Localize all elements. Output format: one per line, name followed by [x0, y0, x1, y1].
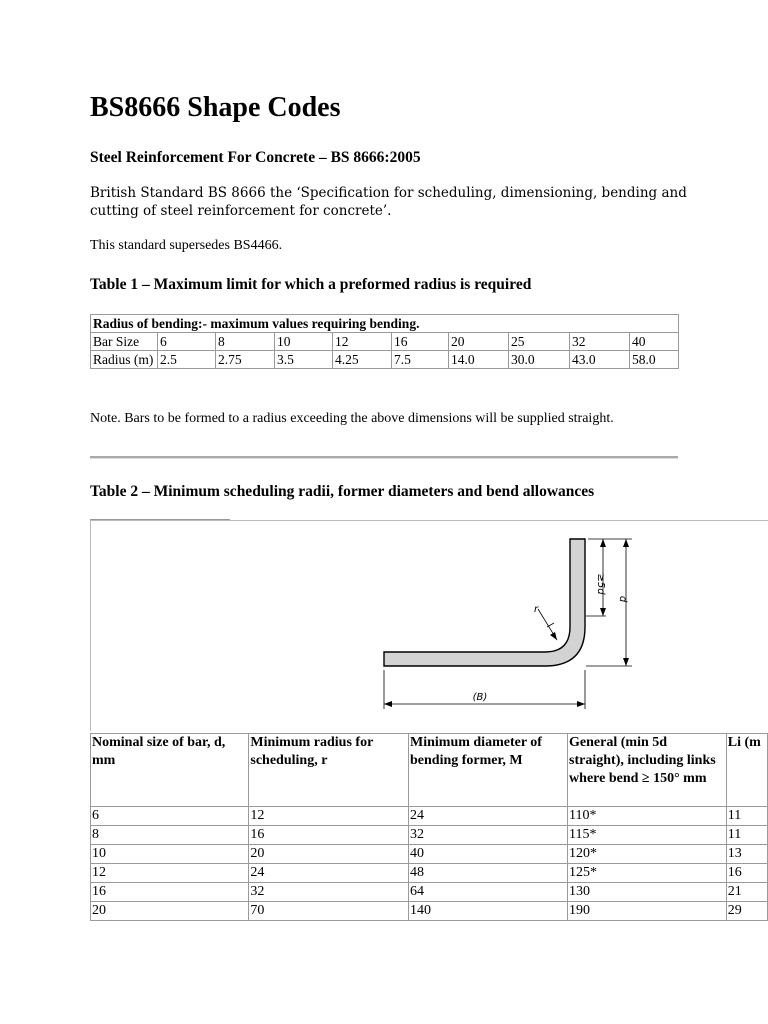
supersedes-text: This standard supersedes BS4466.: [90, 238, 283, 253]
table-cell: 2.75: [216, 351, 275, 369]
table-cell: 25: [509, 333, 570, 351]
table-cell: 20: [449, 333, 509, 351]
table-cell: 125*: [568, 864, 727, 883]
table-cell: 8: [91, 826, 249, 845]
table-cell: 16: [249, 826, 409, 845]
table-cell: 29: [726, 902, 767, 921]
arrowhead: [623, 539, 629, 547]
table1: [90, 314, 679, 369]
table-cell: 11: [726, 807, 767, 826]
table-cell: 16: [726, 864, 767, 883]
divider: [90, 456, 678, 459]
label-r: r: [534, 604, 539, 615]
table-cell: 130: [568, 883, 727, 902]
table-cell: 14.0: [449, 351, 509, 369]
table-cell: 8: [216, 333, 275, 351]
table-cell: 30.0: [509, 351, 570, 369]
table-cell: 64: [409, 883, 568, 902]
column-header: Minimum radius for scheduling, r: [249, 734, 409, 807]
table-cell: 6: [91, 807, 249, 826]
table-row: [91, 864, 768, 883]
table-cell: 12: [249, 807, 409, 826]
table-row: [91, 807, 768, 826]
table1-header-row: [91, 315, 679, 333]
table-cell: 70: [249, 902, 409, 921]
table-cell: 58.0: [630, 351, 679, 369]
table-cell: 24: [409, 807, 568, 826]
table-cell: 40: [630, 333, 679, 351]
table1-header: Radius of bending:- maximum values requiring bending.: [91, 315, 679, 333]
subtitle: Steel Reinforcement For Concrete – BS 8666:2005: [90, 149, 421, 166]
label-5d: ≥5d: [595, 573, 606, 595]
table-cell: 13: [726, 845, 767, 864]
table2-header-row: [91, 734, 768, 807]
arrowhead: [577, 701, 585, 707]
table-row: [91, 845, 768, 864]
label-b: (B): [472, 692, 488, 703]
column-header: Minimum diameter of bending former, M: [409, 734, 568, 807]
table-cell: 190: [568, 902, 727, 921]
table-row: [91, 826, 768, 845]
table-cell: 10: [275, 333, 333, 351]
table-cell: 11: [726, 826, 767, 845]
table2-title: Table 2 – Minimum scheduling radii, former diameters and bend allowances: [90, 483, 595, 500]
arrowhead: [600, 608, 606, 616]
table-cell: 20: [249, 845, 409, 864]
table-cell: 120*: [568, 845, 727, 864]
arrowhead: [384, 701, 392, 707]
bent-bar-shape: [384, 539, 585, 666]
table-cell: 16: [91, 883, 249, 902]
page-title: BS8666 Shape Codes: [90, 92, 341, 123]
table-cell: 32: [570, 333, 630, 351]
table1-row-radius: [91, 351, 679, 369]
table-cell: 32: [249, 883, 409, 902]
column-header: Li (m: [726, 734, 767, 807]
table-cell: 12: [333, 333, 392, 351]
table-cell: 7.5: [392, 351, 449, 369]
table-cell: 10: [91, 845, 249, 864]
label-d: d: [617, 595, 628, 603]
table-cell: 3.5: [275, 351, 333, 369]
table-row: [91, 883, 768, 902]
table-cell: 20: [91, 902, 249, 921]
table-row: [91, 902, 768, 921]
table-cell: 40: [409, 845, 568, 864]
note-text: Note. Bars to be formed to a radius exceeding the above dimensions will be supplied straight.: [90, 411, 614, 426]
table-cell: 43.0: [570, 351, 630, 369]
arrowhead: [550, 632, 557, 640]
table-cell: 6: [158, 333, 216, 351]
table-cell: 140: [409, 902, 568, 921]
table1-row-barsize: [91, 333, 679, 351]
column-header: Nominal size of bar, d, mm: [91, 734, 249, 807]
row-label: Bar Size: [91, 333, 158, 351]
intro-paragraph: British Standard BS 8666 the ‘Specification for scheduling, dimensioning, bending and cutting of steel reinforcement for concrete’.: [90, 185, 687, 219]
bend-diagram: [370, 532, 640, 714]
column-header: General (min 5d straight), including links where bend ≥ 150° mm: [568, 734, 727, 807]
row-label: Radius (m): [91, 351, 158, 369]
table-cell: 24: [249, 864, 409, 883]
table-cell: 4.25: [333, 351, 392, 369]
table1-title: Table 1 – Maximum limit for which a preformed radius is required: [90, 276, 532, 293]
arrowhead: [623, 658, 629, 666]
table-cell: 16: [392, 333, 449, 351]
table-cell: 115*: [568, 826, 727, 845]
table-cell: 32: [409, 826, 568, 845]
table-cell: 48: [409, 864, 568, 883]
table2: [90, 733, 768, 921]
table-cell: 21: [726, 883, 767, 902]
table-cell: 12: [91, 864, 249, 883]
arrowhead: [600, 539, 606, 547]
table-cell: 2.5: [158, 351, 216, 369]
table-cell: 110*: [568, 807, 727, 826]
